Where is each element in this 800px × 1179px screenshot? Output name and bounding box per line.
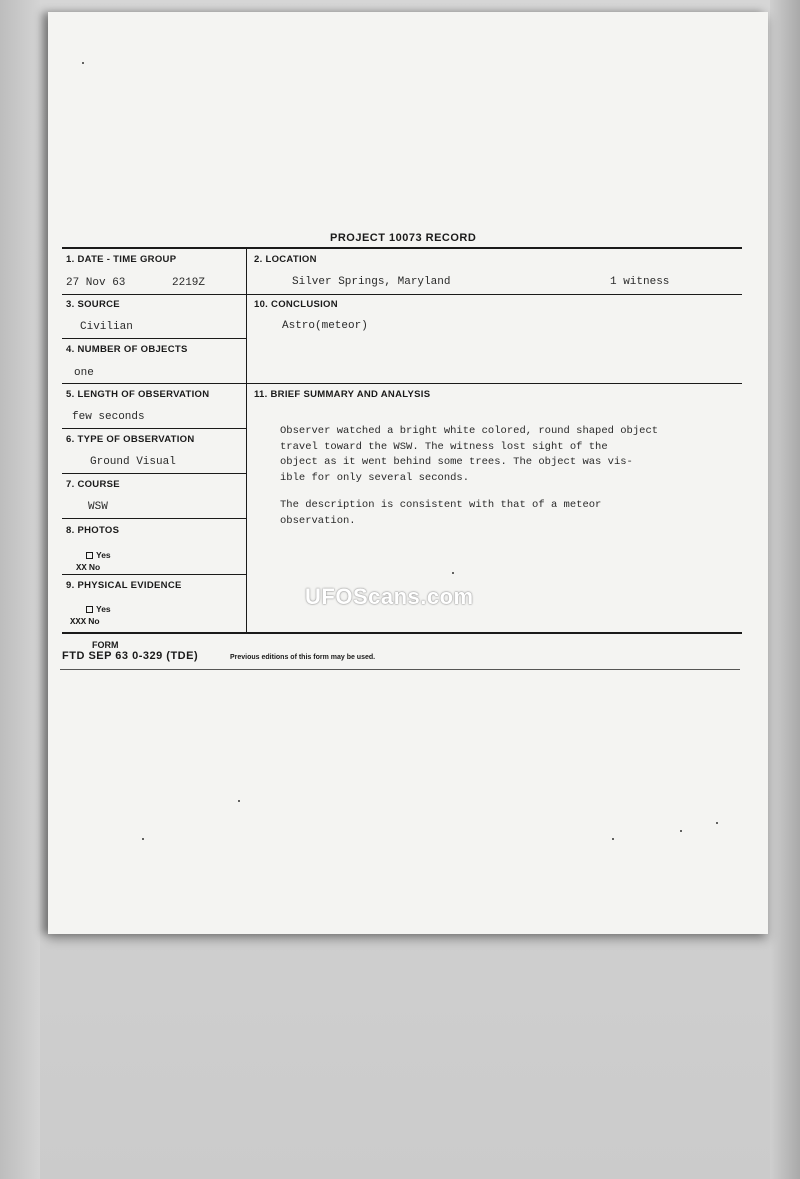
scan-speck — [612, 838, 614, 840]
photos-yes-option — [86, 550, 111, 560]
row-rule-2 — [62, 383, 742, 384]
course-label: 7. COURSE — [66, 479, 120, 490]
scan-speck — [716, 822, 718, 824]
table-bottom-rule — [62, 632, 742, 634]
scan-speck — [142, 838, 144, 840]
scan-speck — [452, 572, 454, 574]
photos-no-mark: XX — [76, 563, 87, 573]
conclusion-label: 10. CONCLUSION — [254, 299, 338, 310]
row-rule-type — [62, 473, 246, 474]
physical-evidence-no-mark: XXX — [70, 617, 87, 627]
scan-speck — [82, 62, 84, 64]
location-label: 2. LOCATION — [254, 254, 317, 265]
number-of-objects-label: 4. NUMBER OF OBJECTS — [66, 344, 188, 355]
course-value: WSW — [88, 501, 108, 513]
row-rule-course — [62, 518, 246, 519]
table-top-rule — [62, 247, 742, 249]
length-of-observation-label: 5. LENGTH OF OBSERVATION — [66, 389, 210, 400]
column-divider — [246, 248, 247, 634]
photos-no-text: No — [88, 562, 101, 572]
type-of-observation-value: Ground Visual — [90, 456, 176, 468]
physical-evidence-yes-option — [86, 604, 111, 614]
footer-note: Previous editions of this form may be used. — [230, 654, 376, 661]
scan-edge-right — [770, 0, 800, 1179]
footer-rule — [60, 669, 740, 670]
row-rule-1 — [62, 294, 742, 295]
row-rule-length — [62, 428, 246, 429]
scan-speck — [680, 830, 682, 832]
summary-paragraph-1: Observer watched a bright white colored, round shaped object travel toward the WSW. The witness lost sight of the object as it went behind some trees. The object was vis- ible for only several seconds. — [280, 425, 659, 484]
conclusion-value: Astro(meteor) — [282, 320, 368, 332]
type-of-observation-label: 6. TYPE OF OBSERVATION — [66, 434, 195, 445]
scan-edge-left — [0, 0, 40, 1179]
summary-paragraph-2: The description is consistent with that of a meteor observation. — [280, 499, 602, 527]
footer-form-number: FTD SEP 63 0-329 (TDE) — [62, 650, 199, 662]
watermark: UFOScans.com — [305, 584, 474, 609]
summary-label: 11. BRIEF SUMMARY AND ANALYSIS — [254, 389, 431, 400]
row-rule-photos — [62, 574, 246, 575]
form-title: PROJECT 10073 RECORD — [330, 232, 477, 244]
witness-count: 1 witness — [610, 276, 670, 288]
footer-form-word: FORM — [92, 640, 119, 650]
photos-yes-text: Yes — [96, 550, 111, 560]
row-rule-source — [62, 338, 246, 339]
checkbox-empty-icon — [86, 552, 93, 559]
photos-no-option — [76, 562, 100, 573]
length-of-observation-value: few seconds — [72, 411, 145, 423]
location-value: Silver Springs, Maryland — [292, 276, 451, 288]
physical-evidence-no-option — [70, 616, 100, 627]
photos-label: 8. PHOTOS — [66, 525, 120, 536]
source-label: 3. SOURCE — [66, 299, 120, 310]
checkbox-empty-icon — [86, 606, 93, 613]
physical-evidence-yes-text: Yes — [96, 604, 111, 614]
date-value: 27 Nov 63 — [66, 277, 126, 289]
scan-speck — [238, 800, 240, 802]
physical-evidence-label: 9. PHYSICAL EVIDENCE — [66, 580, 182, 591]
number-of-objects-value: one — [74, 367, 94, 379]
date-time-label: 1. DATE - TIME GROUP — [66, 254, 177, 265]
time-value: 2219Z — [172, 277, 206, 289]
physical-evidence-no-text: No — [88, 616, 100, 626]
source-value: Civilian — [80, 321, 133, 333]
